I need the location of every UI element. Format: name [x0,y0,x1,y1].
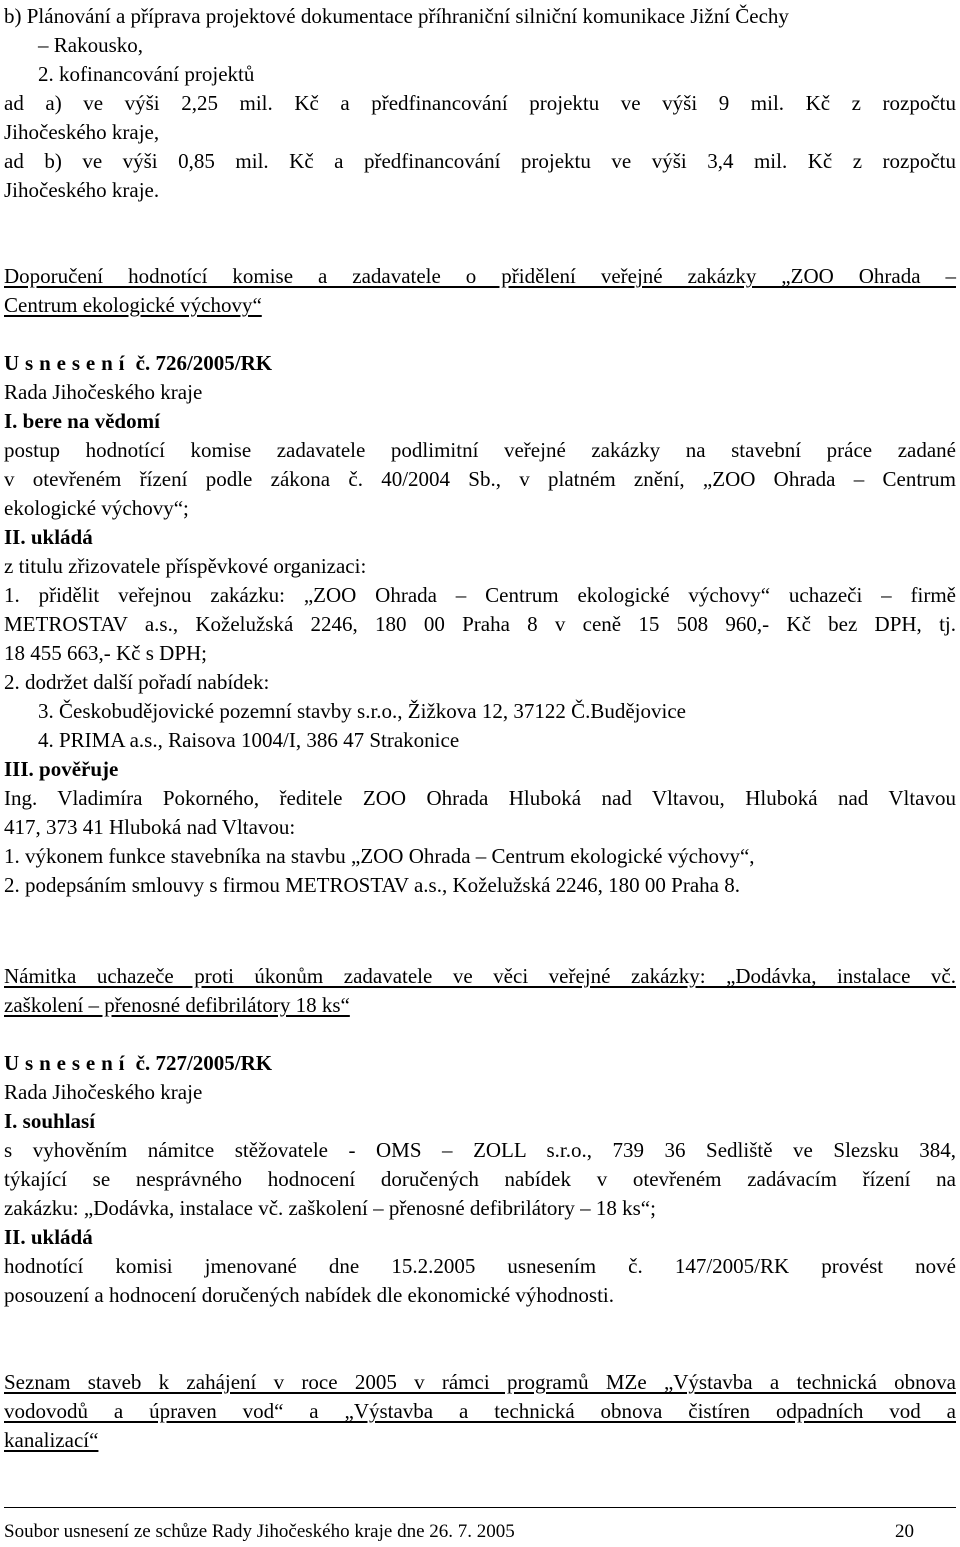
text-line: Rada Jihočeského kraje [4,1080,203,1104]
text-line: b) Plánování a příprava projektové dokumentace příhraniční silniční komunikace Jižní Čechy [4,4,789,28]
text-line: 1. přidělit veřejnou zakázku: „ZOO Ohrada – Centrum ekologické výchovy“ uchazeči – firmě [4,583,956,607]
text-line: hodnotící komisi jmenované dne 15.2.2005 usnesením č. 147/2005/RK provést nové [4,1254,956,1278]
text-line: – Rakousko, [38,33,143,57]
text-line: 1. výkonem funkce stavebníka na stavbu „ZOO Ohrada – Centrum ekologické výchovy“, [4,844,755,868]
text-line: Rada Jihočeského kraje [4,380,203,404]
resolution-heading-line: I. souhlasí [4,1109,96,1133]
text-line: posouzení a hodnocení doručených nabídek dle ekonomické výhodnosti. [4,1283,615,1307]
text-line: Ing. Vladimíra Pokorného, ředitele ZOO Ohrada Hluboká nad Vltavou, Hluboká nad Vltavou [4,786,956,810]
text-line: 3. Českobudějovické pozemní stavby s.r.o., Žižkova 12, 37122 Č.Budějovice [38,699,686,723]
text-line: ad a) ve výši 2,25 mil. Kč a předfinancování projektu ve výši 9 mil. Kč z rozpočtu [4,91,956,115]
resolution-heading-line [4,1049,272,1078]
resolution-heading-line: II. ukládá [4,1225,93,1249]
footer-text: Soubor usnesení ze schůze Rady Jihočeského kraje dne 26. 7. 2005 [4,1521,515,1542]
page-footer [4,1517,956,1546]
text-line: ekologické výchovy“; [4,496,189,520]
section-title-line: vodovodů a úpraven vod“ a „Výstavba a technická obnova čistíren odpadních vod a [4,1399,956,1423]
text-line: 2. podepsáním smlouvy s firmou METROSTAV a.s., Koželužská 2246, 180 00 Praha 8. [4,873,740,897]
resolution-word: Usnesení [4,1051,131,1075]
text-line: 2. dodržet další pořadí nabídek: [4,670,270,694]
section-title-line: Centrum ekologické výchovy“ [4,293,262,317]
section-title-line: Seznam staveb k zahájení v roce 2005 v rámci programů MZe „Výstavba a technická obnova [4,1370,956,1394]
footer-rule [4,1507,956,1508]
resolution-number: č. 727/2005/RK [130,1051,273,1075]
text-line: zakázku: „Dodávka, instalace vč. zaškolení – přenosné defibrilátory – 18 ks“; [4,1196,656,1220]
section-title-line: zaškolení – přenosné defibrilátory 18 ks“ [4,993,350,1017]
text-line: Jihočeského kraje. [4,178,160,202]
text-line: z titulu zřizovatele příspěvkové organizaci: [4,554,367,578]
section-title-line: kanalizací“ [4,1428,99,1452]
resolution-heading-line: III. pověřuje [4,757,119,781]
text-line: METROSTAV a.s., Koželužská 2246, 180 00 Praha 8 v ceně 15 508 960,- Kč bez DPH, tj. [4,612,956,636]
page-number: 20 [895,1521,914,1542]
text-line: v otevřeném řízení podle zákona č. 40/2004 Sb., v platném znění, „ZOO Ohrada – Centrum [4,467,956,491]
text-line: 417, 373 41 Hluboká nad Vltavou: [4,815,296,839]
resolution-heading-line: I. bere na vědomí [4,409,160,433]
text-line: 18 455 663,- Kč s DPH; [4,641,207,665]
section-title-line: Námitka uchazeče proti úkonům zadavatele ve věci veřejné zakázky: „Dodávka, instalace vč. [4,964,956,988]
section-title-line: Doporučení hodnotící komise a zadavatele o přidělení veřejné zakázky „ZOO Ohrada – [4,264,956,288]
text-line: 2. kofinancování projektů [38,62,255,86]
text-line: týkající se nesprávného hodnocení doručených nabídek v otevřeném zadávacím řízení na [4,1167,956,1191]
text-line: s vyhověním námitce stěžovatele - OMS – ZOLL s.r.o., 739 36 Sedliště ve Slezsku 384, [4,1138,956,1162]
resolution-word: Usnesení [4,351,131,375]
text-line: ad b) ve výši 0,85 mil. Kč a předfinancování projektu ve výši 3,4 mil. Kč z rozpočtu [4,149,956,173]
text-line: 4. PRIMA a.s., Raisova 1004/I, 386 47 Strakonice [38,728,460,752]
resolution-heading-line [4,349,272,378]
resolution-number: č. 726/2005/RK [130,351,273,375]
resolution-heading-line: II. ukládá [4,525,93,549]
text-line: Jihočeského kraje, [4,120,160,144]
text-line: postup hodnotící komise zadavatele podlimitní veřejné zakázky na stavební práce zadané [4,438,956,462]
